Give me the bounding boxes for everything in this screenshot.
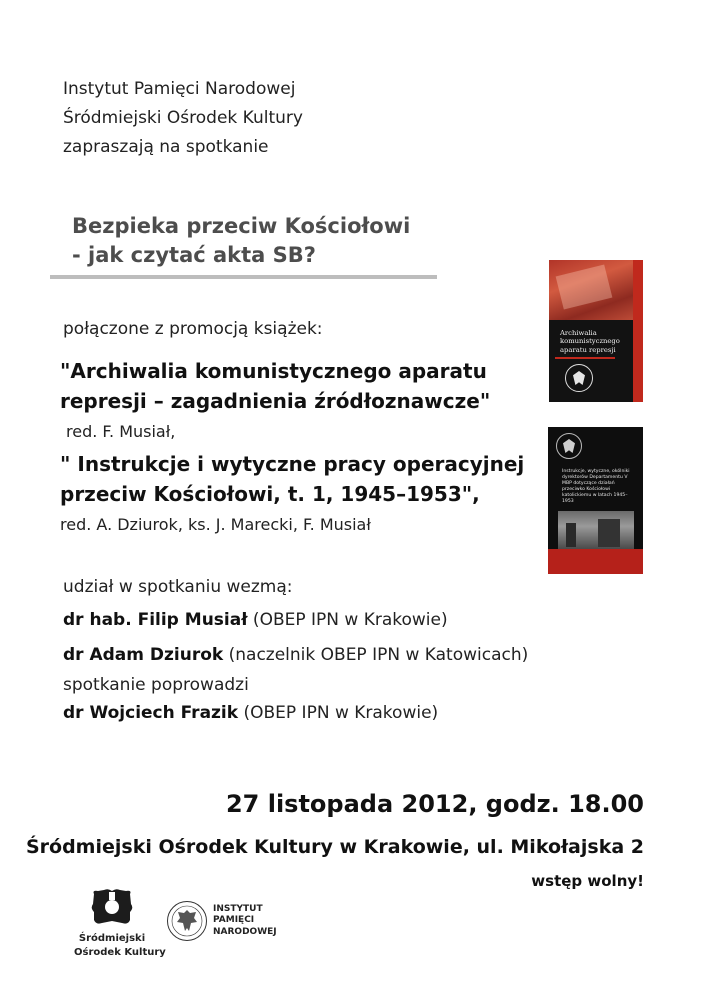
ipn-eagle-icon [565, 364, 593, 392]
sok-emblem-icon [90, 888, 134, 926]
sok-logo [74, 888, 166, 959]
title-underline [50, 275, 437, 279]
ipn-eagle-icon [556, 433, 582, 459]
speaker-name: dr Adam Dziurok [63, 645, 224, 665]
cover-photo [549, 260, 643, 320]
speaker-musial [63, 610, 448, 630]
cover-red-band [548, 549, 643, 574]
book-2-cover-image [548, 427, 643, 574]
event-venue: Śródmiejski Ośrodek Kultury w Krakowie, ul. Mikołajska 2 [25, 836, 644, 858]
event-date: 27 listopada 2012, godz. 18.00 [225, 790, 644, 818]
organizer-sok: Śródmiejski Ośrodek Kultury [63, 108, 303, 128]
event-title-line2: - jak czytać akta SB? [72, 243, 316, 267]
ipn-logo-line3: NARODOWEJ [213, 926, 277, 937]
book-1-title-line1: "Archiwalia komunistycznego aparatu [60, 359, 487, 383]
speaker-affiliation: (OBEP IPN w Krakowie) [247, 610, 448, 630]
book-2-title-line2: przeciw Kościołowi, t. 1, 1945–1953", [60, 482, 480, 506]
book-2-title-line1: " Instrukcje i wytyczne pracy operacyjnej [60, 452, 525, 476]
ipn-logo-line1: INSTYTUT [213, 904, 263, 915]
speaker-dziurok [63, 645, 528, 665]
invitation-text: zapraszają na spotkanie [63, 137, 269, 157]
book-2-cover-title: Instrukcje, wytyczne, okólniki dyrektorów Departamentu V MBP dotyczące działań przeciwko Kościołowi katolickiemu w latach 1945–1953 [562, 469, 630, 504]
cover-divider [555, 357, 615, 359]
moderator-name: dr Wojciech Frazik [63, 703, 239, 723]
ipn-logo-line2: PAMIĘCI [213, 915, 255, 926]
cover-photo [558, 511, 634, 549]
moderator-affiliation: (OBEP IPN w Krakowie) [238, 703, 439, 723]
book-1-cover-title: Archiwalia komunistycznego aparatu represji [560, 329, 620, 354]
participants-intro: udział w spotkaniu wezmą: [63, 577, 293, 597]
sok-logo-line1: Śródmiejski [78, 933, 146, 944]
book-1-cover-image [549, 260, 643, 402]
book-1-title-line2: represji – zagadnienia źródłoznawcze" [60, 389, 491, 413]
speaker-affiliation: (naczelnik OBEP IPN w Katowicach) [223, 645, 529, 665]
speaker-name: dr hab. Filip Musiał [63, 610, 248, 630]
event-title-line1: Bezpieka przeciw Kościołowi [72, 214, 411, 238]
book-2-editors: red. A. Dziurok, ks. J. Marecki, F. Musiał [60, 515, 371, 534]
moderator-intro: spotkanie poprowadzi [63, 675, 249, 695]
ipn-logo [166, 900, 277, 942]
admission-note: wstęp wolny! [531, 872, 644, 890]
cover-spine [633, 260, 643, 402]
moderator-frazik [63, 703, 438, 723]
organizer-ipn: Instytut Pamięci Narodowej [63, 79, 296, 99]
ipn-seal-icon [166, 900, 208, 942]
promo-intro: połączone z promocją książek: [63, 319, 323, 339]
sok-logo-line2: Ośrodek Kultury [74, 946, 166, 958]
book-1-editor: red. F. Musiał, [66, 422, 176, 441]
